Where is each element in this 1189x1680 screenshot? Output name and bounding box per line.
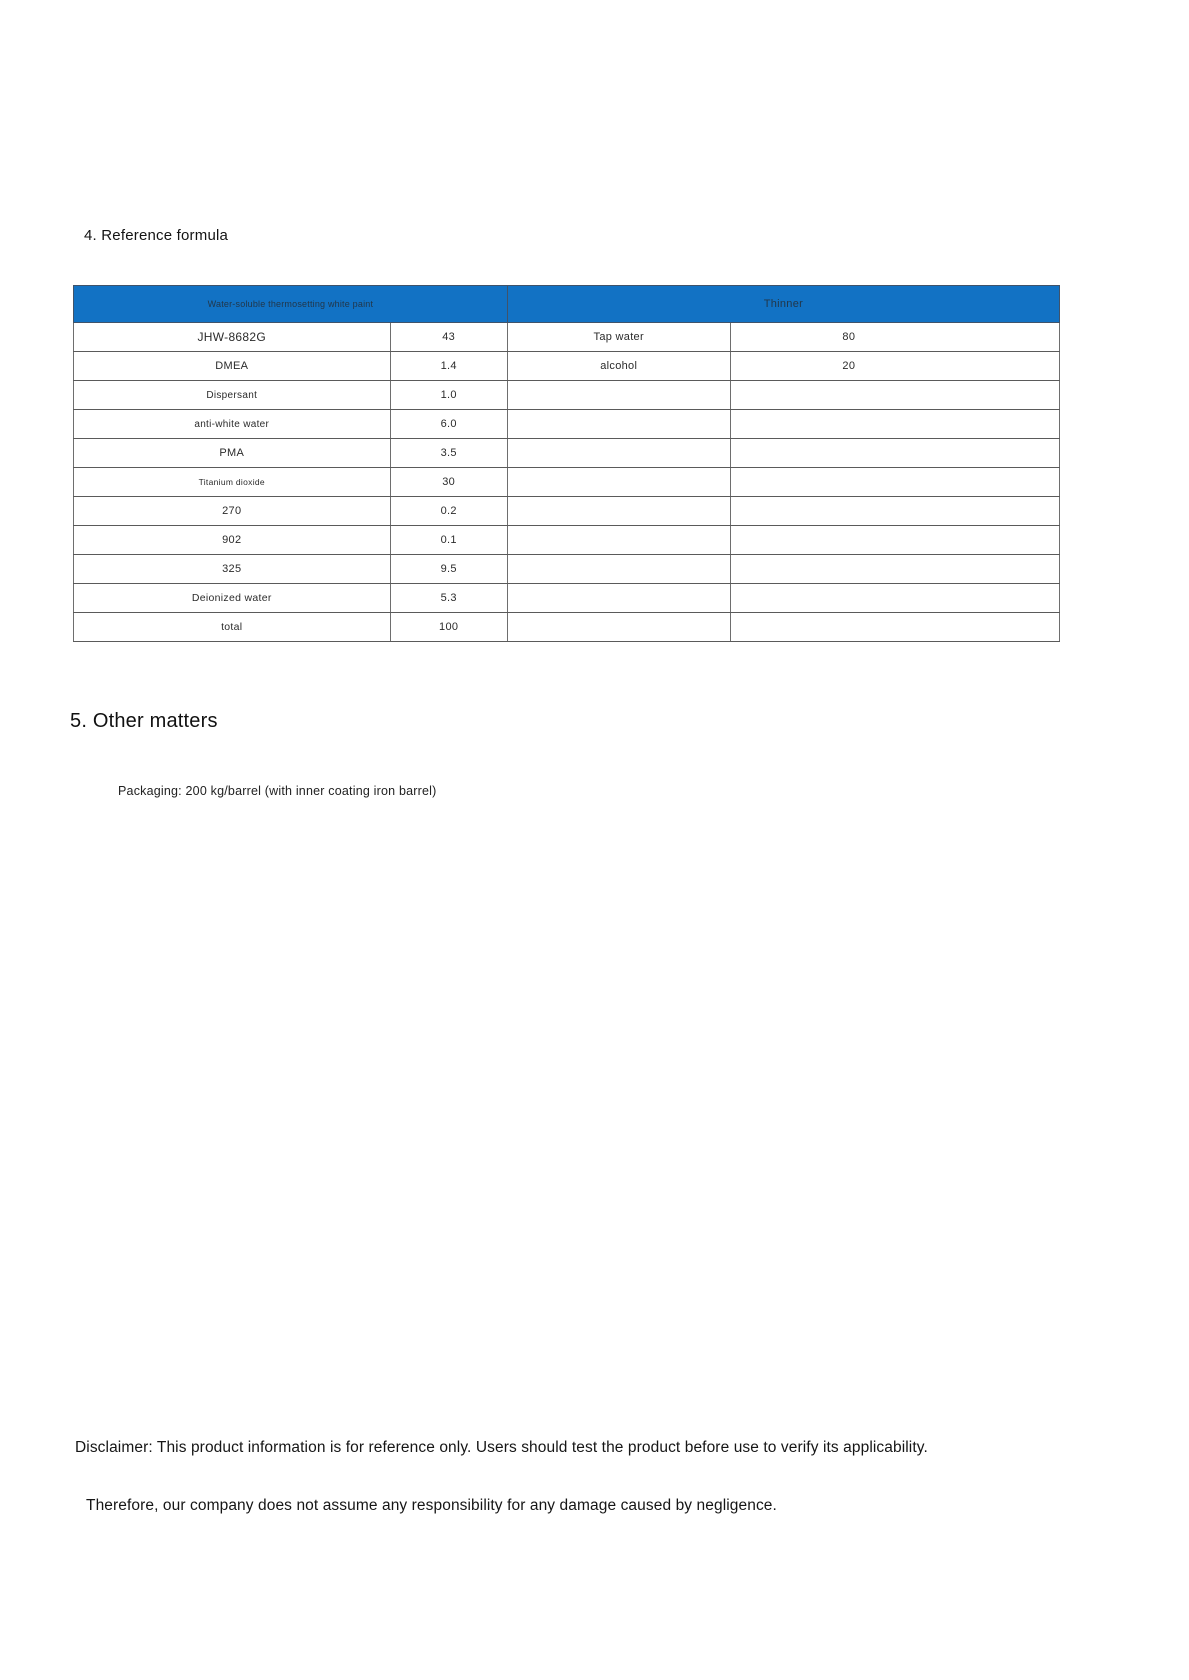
thinner-name [507, 555, 730, 584]
component-name: 270 [74, 497, 391, 526]
component-amount: 1.4 [390, 352, 507, 381]
component-amount: 30 [390, 468, 507, 497]
thinner-amount [730, 497, 1059, 526]
component-name: Dispersant [74, 381, 391, 410]
thinner-amount: 20 [730, 352, 1059, 381]
component-amount: 5.3 [390, 584, 507, 613]
table-row [74, 613, 1060, 642]
component-name: anti-white water [74, 410, 391, 439]
component-amount: 100 [390, 613, 507, 642]
component-name: 902 [74, 526, 391, 555]
component-amount: 3.5 [390, 439, 507, 468]
header-cell-thinner: Thinner [507, 286, 1059, 323]
component-amount: 0.2 [390, 497, 507, 526]
component-name: PMA [74, 439, 391, 468]
table-header-row [74, 286, 1060, 323]
thinner-name [507, 613, 730, 642]
table-row [74, 439, 1060, 468]
component-amount: 9.5 [390, 555, 507, 584]
table-row [74, 352, 1060, 381]
table-row [74, 468, 1060, 497]
thinner-name [507, 381, 730, 410]
disclaimer-line-1: Disclaimer: This product information is for reference only. Users should test the product before use to verify its applicability. [75, 1439, 928, 1456]
thinner-name [507, 584, 730, 613]
header-cell-white-paint: Water-soluble thermosetting white paint [74, 286, 508, 323]
thinner-name: alcohol [507, 352, 730, 381]
thinner-amount [730, 613, 1059, 642]
thinner-amount: 80 [730, 323, 1059, 352]
disclaimer-line-2: Therefore, our company does not assume any responsibility for any damage caused by negligence. [86, 1497, 777, 1514]
table-row [74, 526, 1060, 555]
thinner-name [507, 410, 730, 439]
table-row [74, 497, 1060, 526]
thinner-name [507, 468, 730, 497]
thinner-amount [730, 439, 1059, 468]
thinner-amount [730, 468, 1059, 497]
packaging-note: Packaging: 200 kg/barrel (with inner coating iron barrel) [118, 784, 437, 798]
table-row [74, 323, 1060, 352]
component-amount: 43 [390, 323, 507, 352]
thinner-name [507, 439, 730, 468]
component-amount: 1.0 [390, 381, 507, 410]
component-name: 325 [74, 555, 391, 584]
thinner-name [507, 526, 730, 555]
component-name: Titanium dioxide [74, 468, 391, 497]
section-title-other-matters: 5. Other matters [70, 710, 218, 732]
table-row [74, 584, 1060, 613]
reference-formula-table [73, 285, 1060, 642]
section-title-reference-formula: 4. Reference formula [84, 227, 229, 244]
thinner-name [507, 497, 730, 526]
table-row [74, 555, 1060, 584]
component-name: DMEA [74, 352, 391, 381]
thinner-amount [730, 584, 1059, 613]
component-amount: 0.1 [390, 526, 507, 555]
component-name: JHW-8682G [74, 323, 391, 352]
component-amount: 6.0 [390, 410, 507, 439]
thinner-amount [730, 555, 1059, 584]
component-name: total [74, 613, 391, 642]
thinner-amount [730, 381, 1059, 410]
thinner-amount [730, 526, 1059, 555]
thinner-amount [730, 410, 1059, 439]
thinner-name: Tap water [507, 323, 730, 352]
table-row [74, 381, 1060, 410]
component-name: Deionized water [74, 584, 391, 613]
table-row [74, 410, 1060, 439]
